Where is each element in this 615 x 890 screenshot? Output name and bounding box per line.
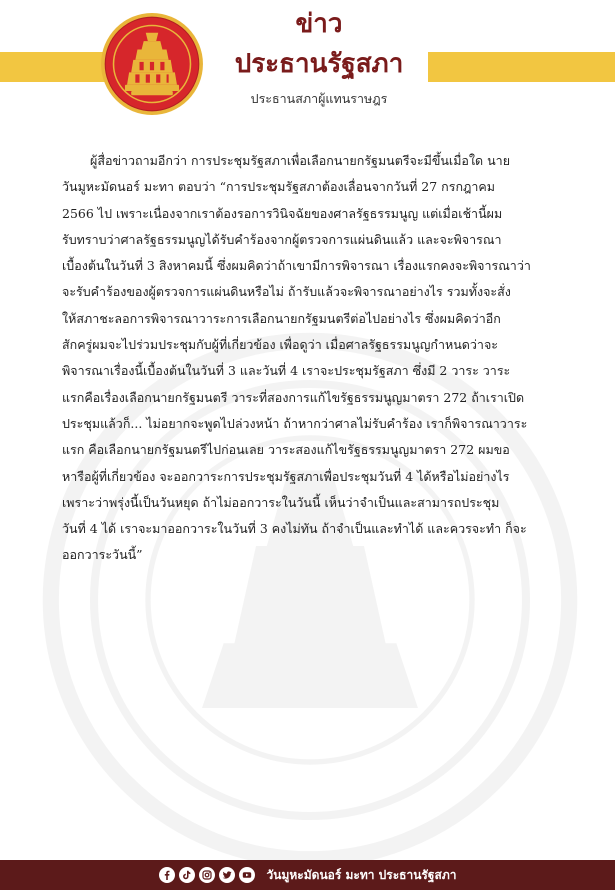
press-release-body xyxy=(62,148,556,569)
facebook-icon[interactable] xyxy=(159,867,175,883)
tiktok-icon[interactable] xyxy=(179,867,195,883)
body-line: เบื้องต้นในวันที่ 3 สิงหาคมนี้ ซึ่งผมคิดว่าถ้าเขามีการพิจารณา เรื่องแรกคงจะพิจารณาว่า xyxy=(62,258,531,274)
page-title-news: ข่าว xyxy=(295,9,343,39)
body-line: รับทราบว่าศาลรัฐธรรมนูญได้รับคำร้องจากผู้ตรวจการแผ่นดินแล้ว และจะพิจารณา xyxy=(62,231,502,247)
parliament-emblem-logo xyxy=(100,12,204,116)
body-line: ประชุมแล้วก็... ไม่อยากจะพูดไปล่วงหน้า ถ้าหากว่าศาลไม่รับคำร้อง เราก็พิจารณาวาระ xyxy=(62,415,528,431)
body-line: ผู้สื่อข่าวถามอีกว่า การประชุมรัฐสภาเพื่อเลือกนายกรัฐมนตรีจะมีขึ้นเมื่อใด นาย xyxy=(90,153,511,168)
body-line: วันที่ 4 ได้ เราจะมาออกวาระในวันที่ 3 คงไม่ทัน ถ้าจำเป็นและทำได้ และควรจะทำ ก็จะ xyxy=(62,521,527,537)
footer-bar xyxy=(0,860,615,890)
twitter-icon[interactable] xyxy=(219,867,235,883)
body-line: จะรับคำร้องของผู้ตรวจการแผ่นดินหรือไม่ ถ้ารับแล้วจะพิจารณาอย่างไร รวมทั้งจะสั่ง xyxy=(62,284,511,300)
body-line: ให้สภาชะลอการพิจารณาวาระการเลือกนายกรัฐมนตรีต่อไปอย่างไร ซึ่งผมคิดว่าอีก xyxy=(62,310,501,326)
page-title-president: ประธานรัฐสภา xyxy=(234,49,404,79)
body-line: วันมูหะมัดนอร์ มะทา ตอบว่า “การประชุมรัฐสภาต้องเลื่อนจากวันที่ 27 กรกฎาคม xyxy=(62,179,496,195)
body-line: พิจารณาเรื่องนี้เบื้องต้นในวันที่ 3 และวันที่ 4 เราจะประชุมรัฐสภา ซึ่งมี 2 วาระ วาระ xyxy=(62,363,511,379)
page-subtitle: ประธานสภาผู้แทนราษฎร xyxy=(250,91,388,106)
body-line: แรกคือเรื่องเลือกนายกรัฐมนตรี วาระที่สองการแก้ไขรัฐธรรมนูญมาตรา 272 ถ้าเราเปิด xyxy=(62,389,525,405)
body-line: 2566 ไป เพราะเนื่องจากเราต้องรอการวินิจฉัยของศาลรัฐธรรมนูญ แต่เมื่อเช้านี้ผม xyxy=(62,205,503,221)
footer-name: วันมูหะมัดนอร์ มะทา ประธานรัฐสภา xyxy=(266,867,457,882)
body-line: ออกวาระวันนี้” xyxy=(62,547,143,563)
body-line: แรก คือเลือกนายกรัฐมนตรีไปก่อนเลย วาระสองแก้ไขรัฐธรรมนูญมาตรา 272 ผมขอ xyxy=(62,442,510,458)
body-line: เพราะว่าพรุ่งนี้เป็นวันหยุด ถ้าไม่ออกวาระในวันนี้ เห็นว่าจำเป็นและสามารถประชุม xyxy=(62,494,500,510)
gold-bar-right xyxy=(428,52,615,82)
body-line: สักครู่ผมจะไปร่วมประชุมกับผู้ที่เกี่ยวข้อง เพื่อดูว่า เมื่อศาลรัฐธรรมนูญกำหนดว่าจะ xyxy=(62,337,498,353)
instagram-icon[interactable] xyxy=(199,867,215,883)
body-line: หารือผู้ที่เกี่ยวข้อง จะออกวาระการประชุมรัฐสภาเพื่อประชุมวันที่ 4 ได้หรือไม่อย่างไร xyxy=(62,468,510,484)
gold-bar-left xyxy=(0,52,108,82)
youtube-icon[interactable] xyxy=(239,867,255,883)
